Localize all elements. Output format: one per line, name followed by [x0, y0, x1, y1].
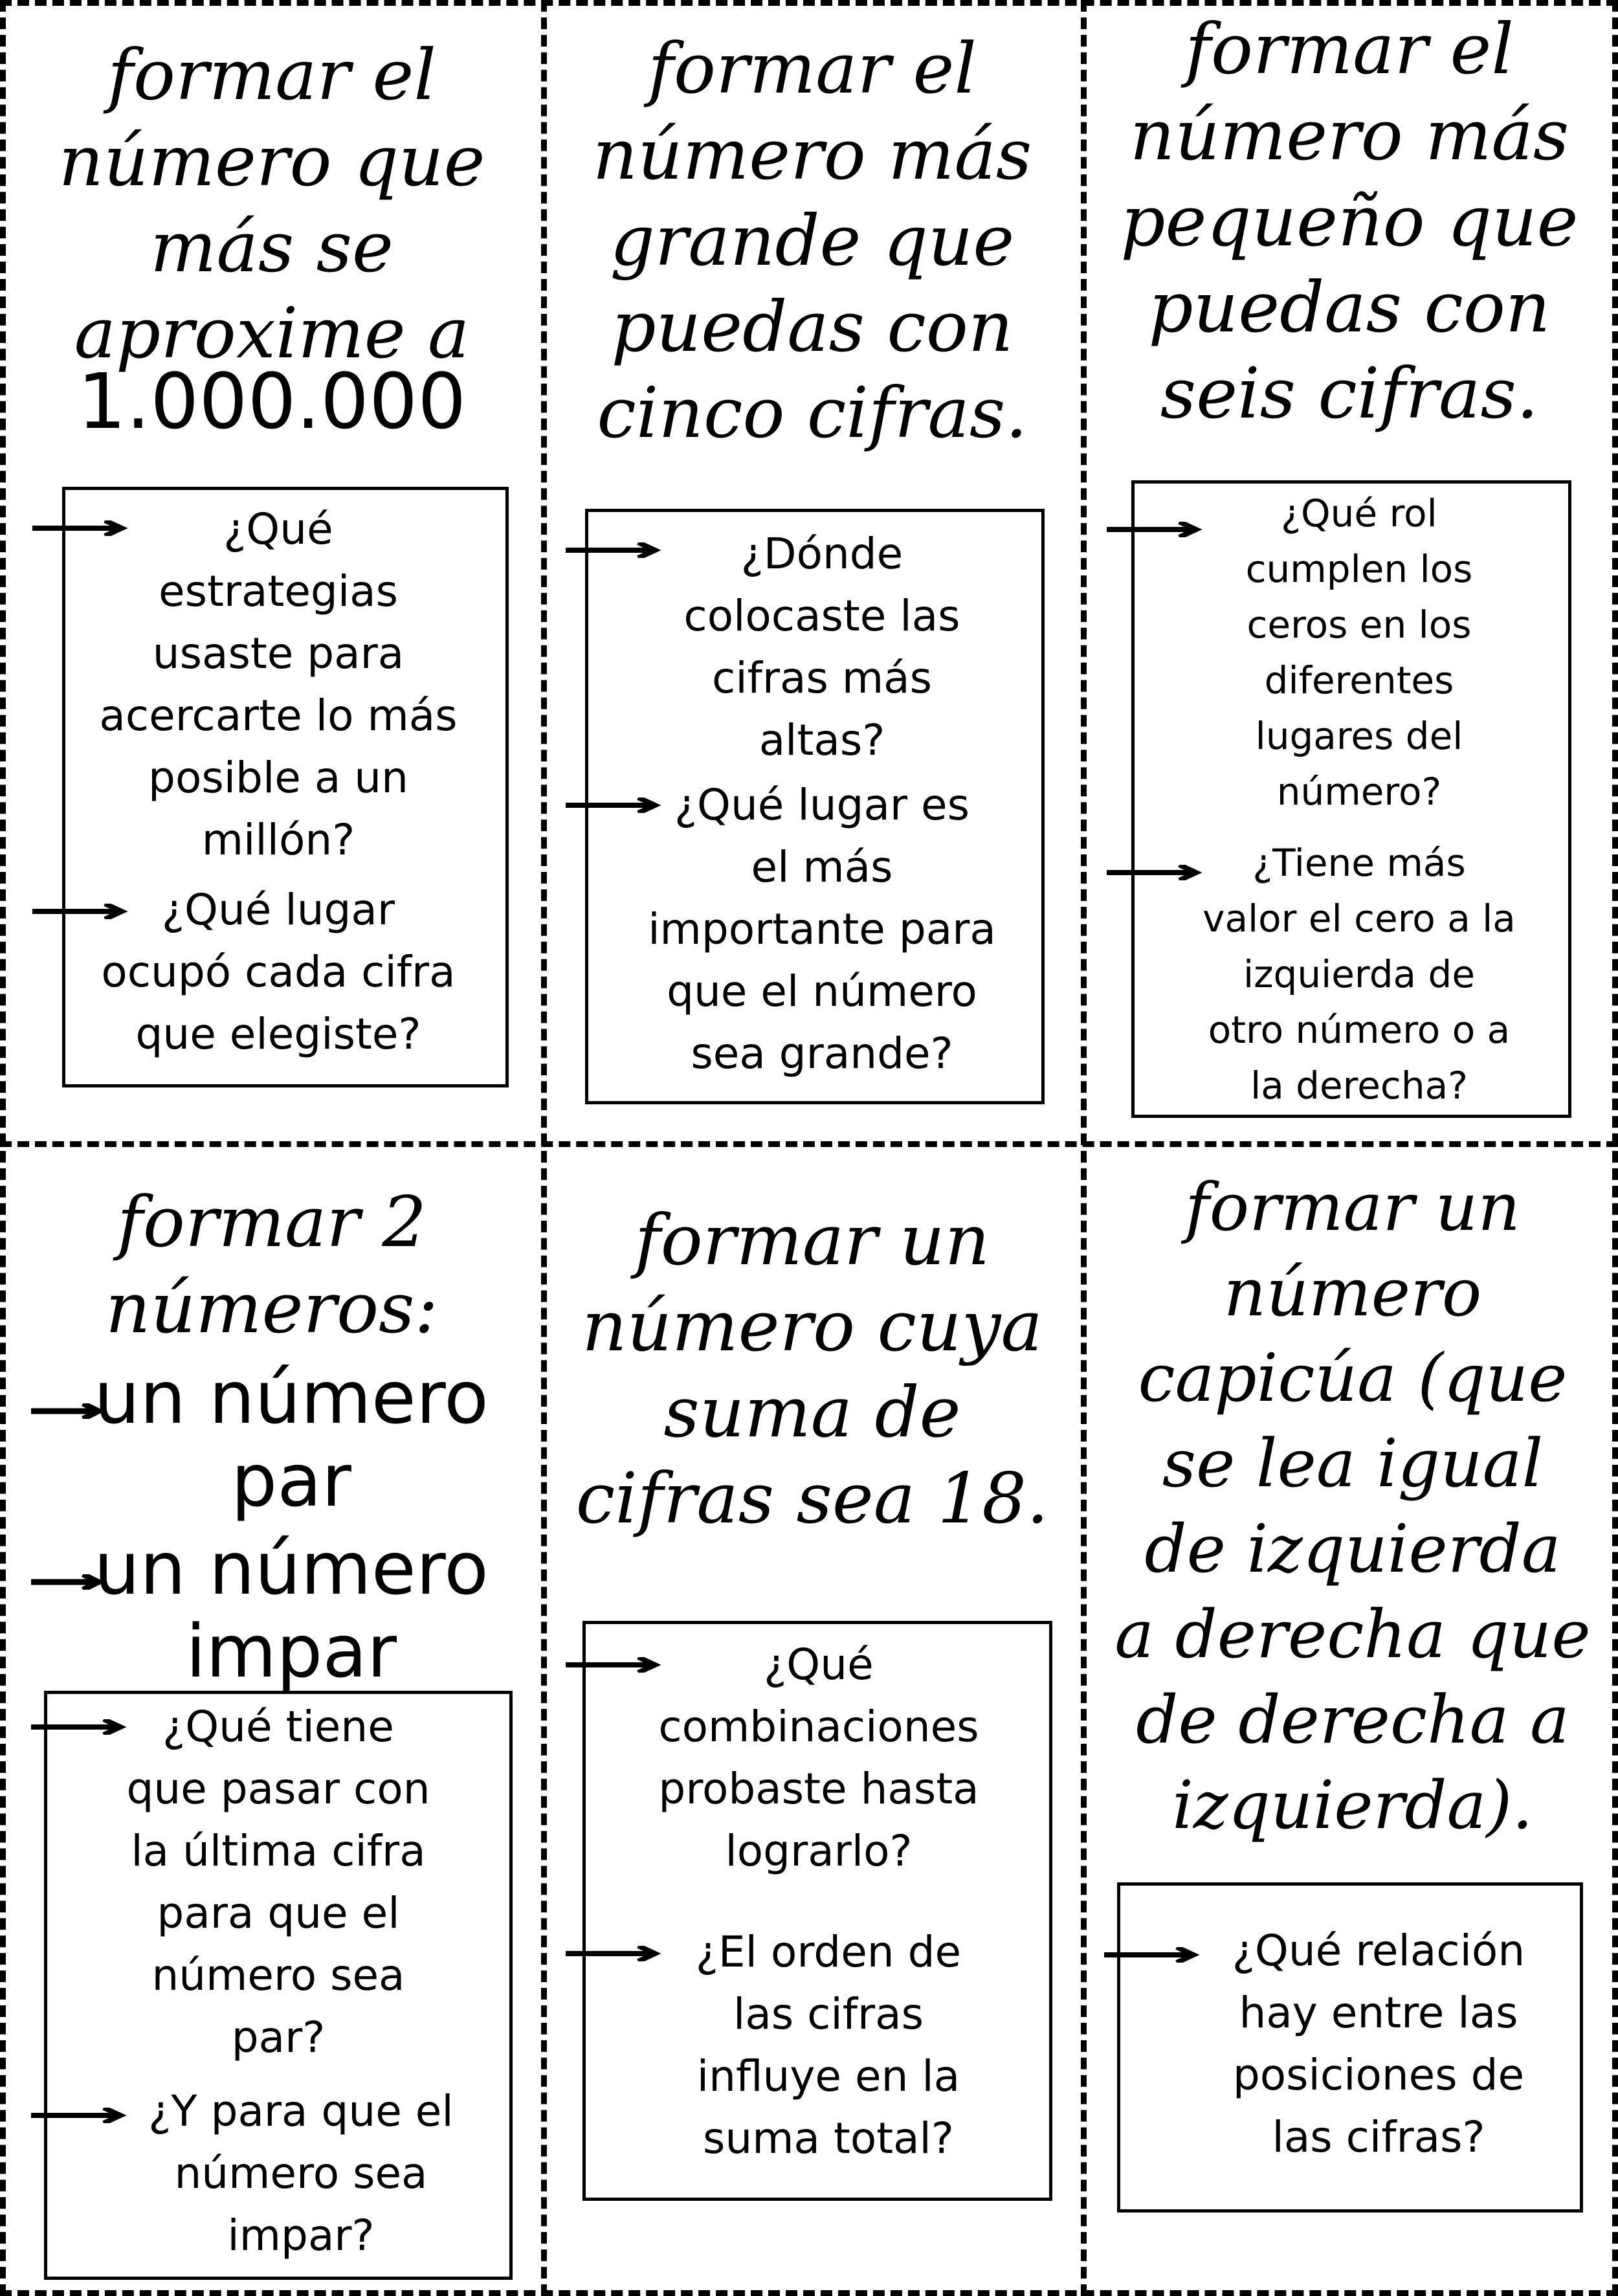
- cut-line-bottom: [0, 2290, 1618, 2296]
- question-text: ¿Dónde colocaste las cifras más altas?: [683, 529, 960, 765]
- cut-line-vertical-1: [541, 0, 547, 2296]
- card-title: formar 2 números:: [105, 1182, 438, 1349]
- question-text: ¿Qué rol cumplen los ceros en los diferentes lugares del número?: [1245, 491, 1473, 814]
- question-text: ¿Qué tiene que pasar con la última cifra para que el número sea par?: [126, 1702, 430, 2062]
- question-text: ¿Qué relación hay entre las posiciones de las cifras?: [1232, 1926, 1525, 2162]
- card-title: formar el número que más se aproxime a: [58, 35, 485, 374]
- card-title: formar un número cuya suma de cifras sea 18.: [575, 1200, 1049, 1539]
- cut-line-vertical-2: [1081, 0, 1087, 2296]
- question-text: ¿Qué combinaciones probaste hasta lograrlo?: [658, 1640, 979, 1876]
- question-text: ¿Qué lugar ocupó cada cifra que elegiste?: [101, 885, 456, 1059]
- question-text: ¿Qué lugar es el más importante para que el número sea grande?: [648, 780, 996, 1078]
- task-item: un número impar: [94, 1527, 489, 1694]
- question-text: ¿Qué estrategias usaste para acercarte lo más posible a un millón?: [99, 504, 458, 865]
- card-title: formar un número capicúa (que se lea igual de izquierda a derecha que de derecha a izquierda).: [1114, 1169, 1591, 1844]
- card-title: formar el número más grande que puedas con cinco cifras.: [592, 28, 1032, 454]
- cut-line-right: [1612, 0, 1618, 2296]
- question-text: ¿Y para que el número sea impar?: [148, 2086, 454, 2260]
- cut-line-horizontal: [0, 1141, 1618, 1147]
- cut-line-left: [0, 0, 6, 2296]
- card-title-number: 1.000.000: [77, 357, 467, 446]
- task-item: un número par: [94, 1356, 489, 1523]
- cut-line-top: [0, 0, 1618, 6]
- question-text: ¿El orden de las cifras influye en la suma total?: [695, 1927, 962, 2163]
- card-title: formar el número más pequeño que puedas con seis cifras.: [1120, 9, 1579, 434]
- question-text: ¿Tiene más valor el cero a la izquierda de otro número o a la derecha?: [1202, 841, 1516, 1108]
